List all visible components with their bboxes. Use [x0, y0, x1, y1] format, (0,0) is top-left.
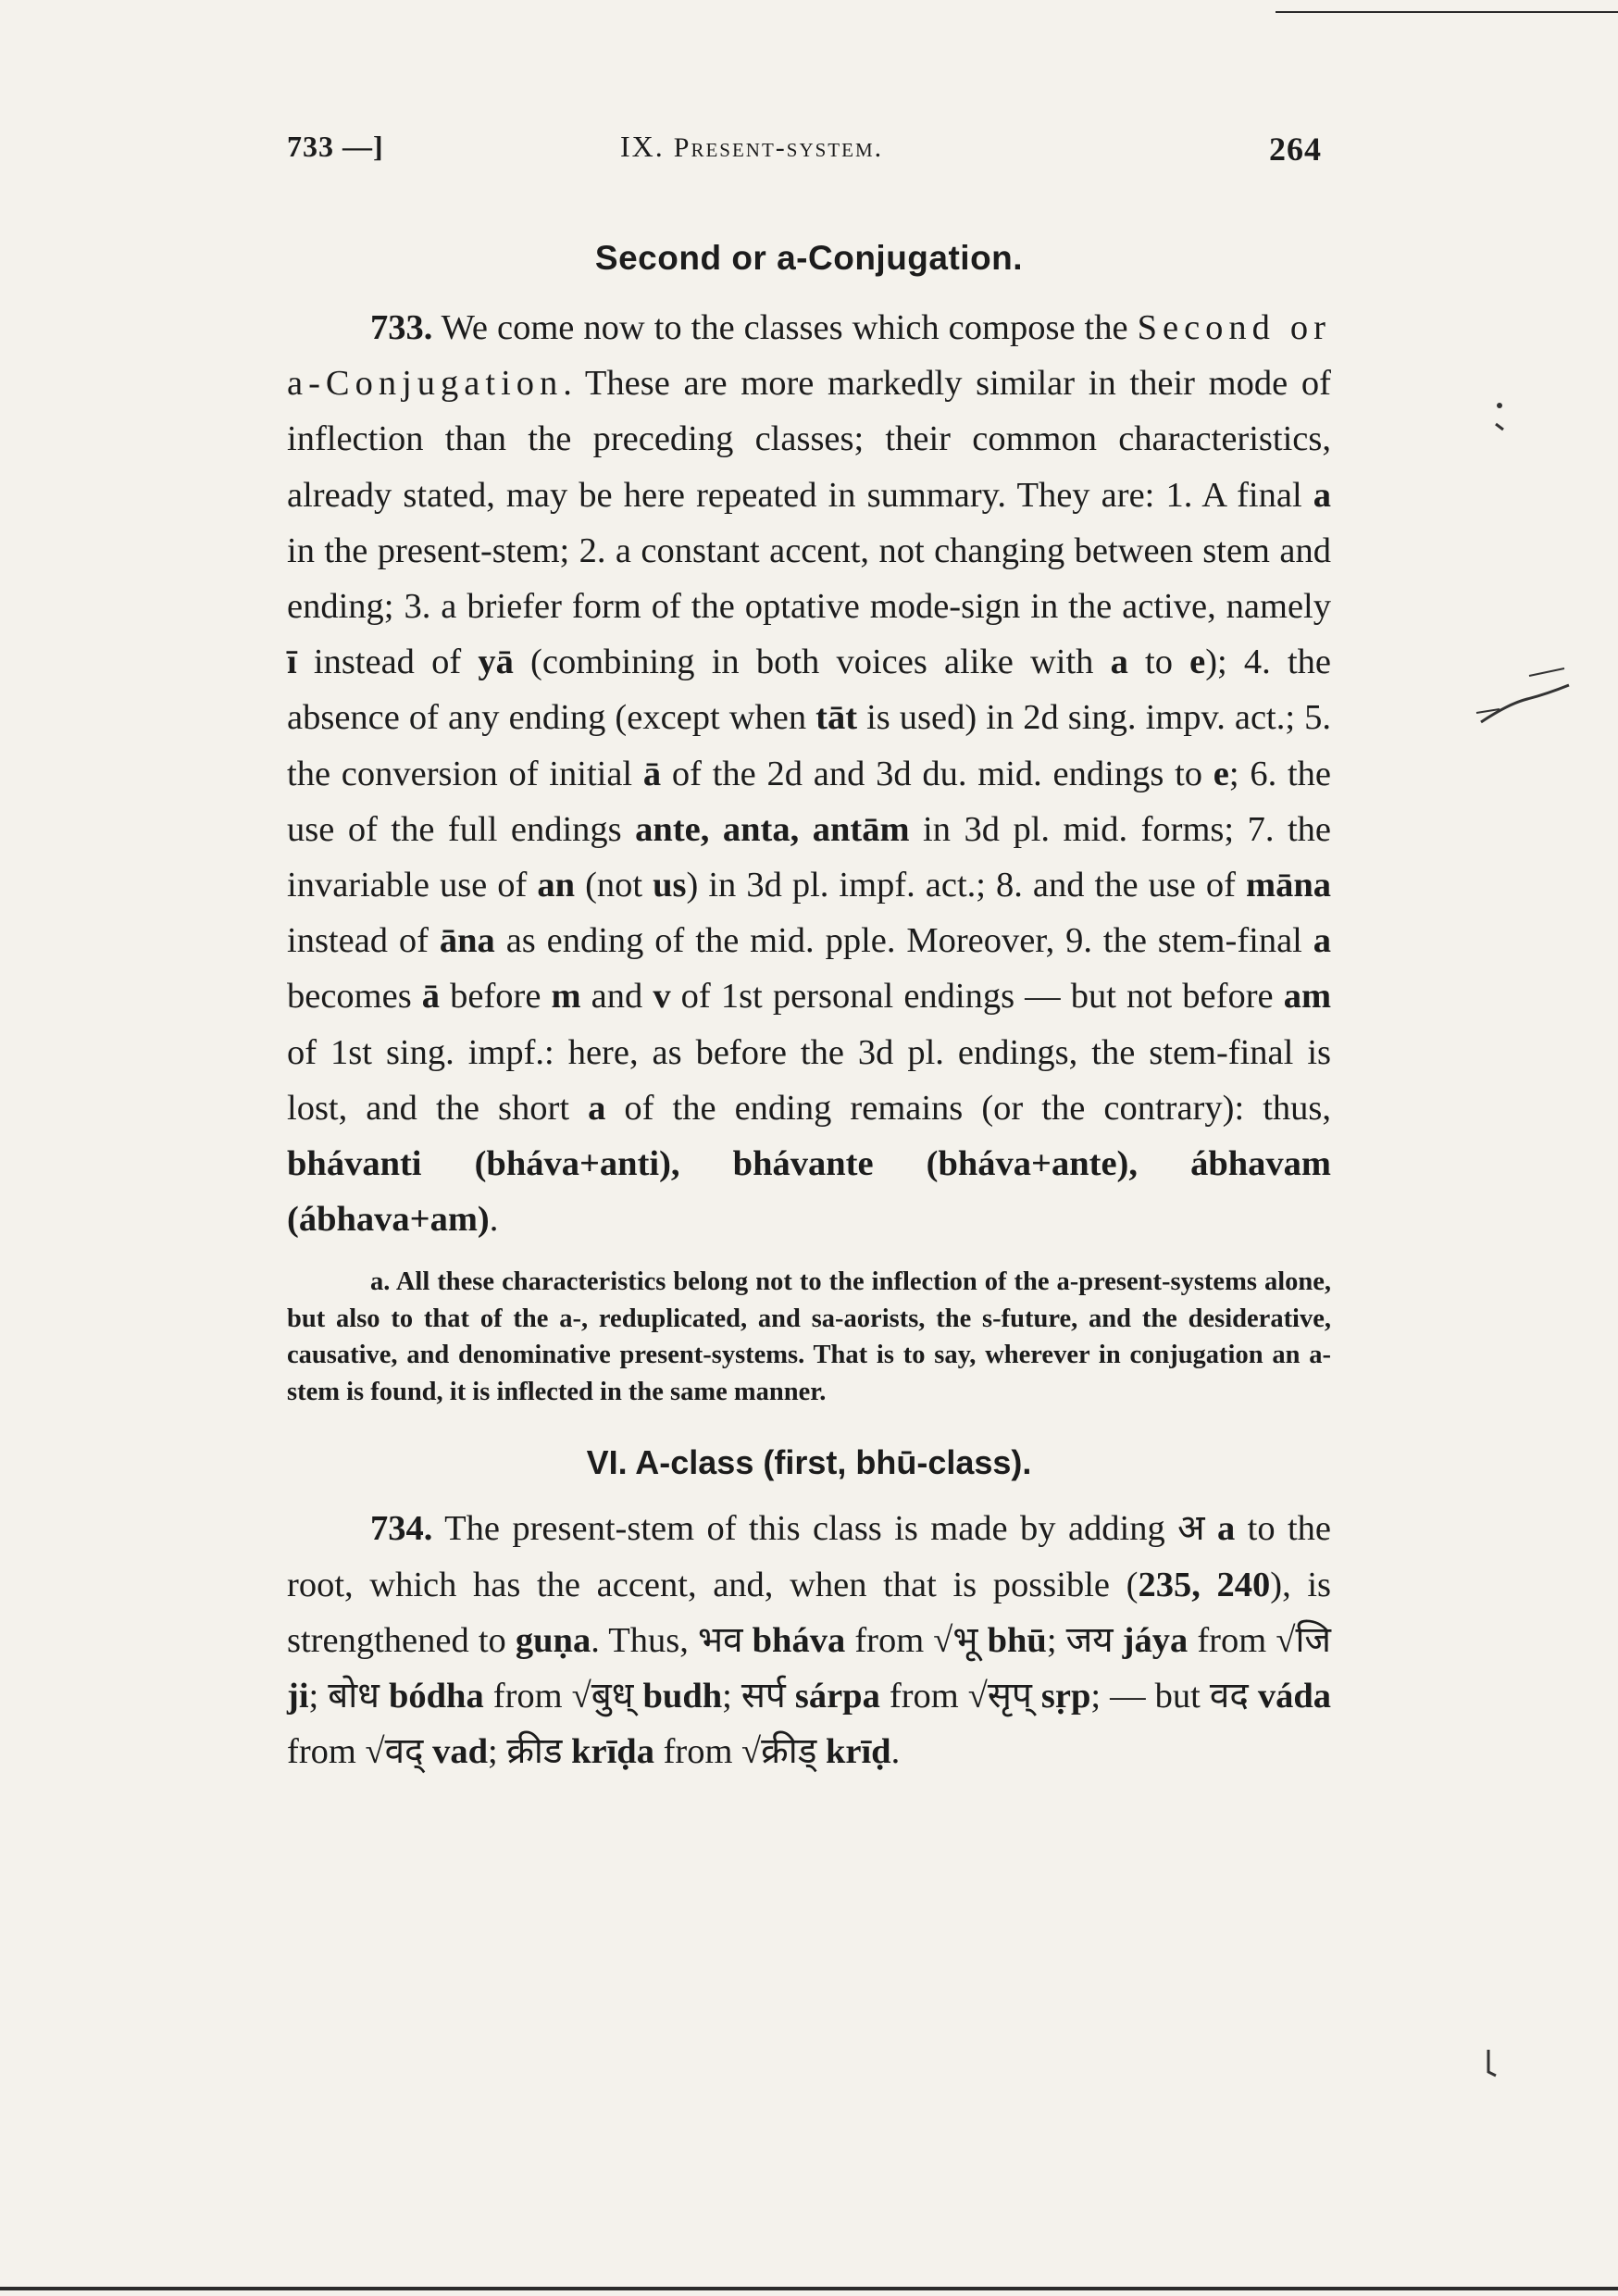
text-run: ) in 3d pl. impf. act.; 8. and the use of	[686, 866, 1246, 905]
sanskrit-term: āna	[439, 921, 495, 961]
text-run: We come now to the classes which compose the	[432, 308, 1138, 347]
text-run: before	[440, 977, 552, 1017]
text-run: ; 6. the use of the full endings	[287, 754, 1331, 849]
running-title	[620, 130, 883, 164]
section-reference: 733 —]	[287, 130, 384, 163]
text-run: becomes	[287, 977, 422, 1017]
sanskrit-term: us	[653, 866, 687, 905]
text-run: of the 2d and 3d du. mid. endings to	[661, 754, 1214, 793]
sanskrit-term: v	[653, 977, 671, 1017]
sanskrit-term: bhū	[977, 1620, 1047, 1660]
sanskrit-term: e	[1213, 754, 1229, 793]
text-run: in the present-stem; 2. a constant accent, not changing between stem and ending; 3. a briefer form of the optative mode-sign in the active, namely	[287, 530, 1331, 627]
text-run: to the root, which has the accent, and, when that is possible (	[287, 1509, 1332, 1604]
running-title-numeral: IX.	[620, 130, 665, 163]
text-run: in 3d pl. mid. forms; 7. the invariable use of	[287, 809, 1331, 905]
text-run: The present-stem of this class is made by adding	[432, 1509, 1178, 1549]
text-run: and	[580, 977, 653, 1017]
note-text: All these characteristics belong not to the inflection of the a-present-systems alone, but also to that of the a-, reduplicated, and sa-aorists, the s-future, and the desiderative, causative, and denominative present-systems. That is to say, wherever in conjugation an a-stem is found, it is inflected in the same manner.	[287, 1267, 1331, 1406]
sanskrit-term: ante, anta, antām	[635, 809, 910, 849]
devanagari-term: वद	[1209, 1677, 1249, 1716]
scan-mark-squiggle	[1472, 648, 1574, 731]
sanskrit-term: guṇa	[515, 1620, 591, 1660]
page-number: 264	[1269, 131, 1322, 168]
sanskrit-term: budh	[633, 1677, 723, 1716]
devanagari-root: √बुध्	[571, 1677, 634, 1716]
text-run: (not	[575, 866, 653, 905]
sanskrit-term: an	[537, 866, 576, 905]
devanagari-term: अ	[1177, 1509, 1205, 1549]
scan-mark-dots	[1492, 398, 1511, 435]
sanskrit-term: krīḍ	[816, 1732, 891, 1772]
section-title: Second or a-Conjugation.	[594, 239, 1024, 277]
sanskrit-term: a	[1313, 475, 1331, 515]
sanskrit-term: ī	[287, 643, 297, 682]
sanskrit-term: a	[588, 1088, 606, 1128]
devanagari-term: बोध	[328, 1677, 380, 1716]
sanskrit-term: krīḍa	[562, 1732, 654, 1772]
sanskrit-term: bódha	[379, 1677, 484, 1716]
devanagari-term: जय	[1065, 1620, 1114, 1660]
note-label: a.	[370, 1267, 391, 1297]
text-run: of 1st sing. impf.: here, as before the 3d pl. endings, the stem-final is lost, and the short	[287, 1032, 1331, 1128]
devanagari-term: क्रीड	[506, 1732, 563, 1772]
paragraph-number: 733.	[370, 308, 433, 347]
text-run: ;	[308, 1677, 329, 1716]
top-edge-rule	[1276, 11, 1618, 13]
sanskrit-term: váda	[1248, 1677, 1331, 1716]
spaced-text: Second or a-Conjugation	[287, 308, 1331, 404]
page-body	[287, 130, 1331, 1779]
note-a	[287, 1264, 1331, 1410]
devanagari-root: √वद्	[365, 1732, 424, 1772]
devanagari-root: √सृप्	[967, 1677, 1032, 1716]
running-title-text: Present-system.	[673, 132, 884, 163]
sanskrit-term: a	[1313, 921, 1331, 961]
sanskrit-term: a	[1204, 1509, 1236, 1549]
text-run: from	[483, 1677, 572, 1716]
sanskrit-term: am	[1283, 977, 1332, 1017]
devanagari-root: √जि	[1276, 1620, 1331, 1660]
text-run: from	[845, 1620, 934, 1660]
text-run: instead of	[296, 643, 479, 682]
text-run: ; — but	[1090, 1677, 1210, 1716]
text-run: ); 4. the absence of any ending (except when	[287, 643, 1332, 738]
sanskrit-term: ā	[642, 754, 662, 793]
sanskrit-term: jáya	[1113, 1620, 1189, 1660]
sanskrit-term: e	[1189, 643, 1206, 682]
text-run: .	[489, 1200, 499, 1240]
devanagari-term: भव	[698, 1620, 743, 1660]
paragraph-733	[287, 300, 1331, 1247]
devanagari-term: सर्प	[741, 1677, 786, 1716]
sanskrit-term: sárpa	[785, 1677, 880, 1716]
sanskrit-term: māna	[1246, 866, 1331, 905]
text-run: of 1st personal endings — but not before	[670, 977, 1284, 1017]
running-header	[287, 130, 1331, 185]
text-run: from	[879, 1677, 968, 1716]
sanskrit-term: sṛp	[1031, 1677, 1091, 1716]
text-run: of the ending remains (or the contrary): thus,	[605, 1088, 1331, 1128]
text-run: ), is strengthened to	[287, 1565, 1332, 1660]
text-run: is used) in 2d sing. impv. act.; 5. the conversion of initial	[287, 698, 1331, 793]
text-run: ;	[488, 1732, 507, 1772]
text-run: . Thus,	[591, 1620, 699, 1660]
sanskrit-term: a	[1110, 643, 1128, 682]
text-run: (combining in both voices alike with	[513, 643, 1111, 682]
text-run: ;	[1046, 1620, 1066, 1660]
text-run: .	[890, 1732, 901, 1772]
paragraph-734	[287, 1501, 1331, 1779]
paragraph-number: 734.	[370, 1509, 433, 1549]
text-run: from	[1188, 1620, 1276, 1660]
text-run: ;	[722, 1677, 741, 1716]
text-run: from	[653, 1732, 742, 1772]
sanskrit-term: ā	[421, 977, 441, 1017]
text-run: as ending of the mid. pple. Moreover, 9. the stem-final	[494, 921, 1313, 961]
sanskrit-term: vad	[423, 1732, 488, 1772]
text-run: to	[1127, 643, 1190, 682]
cross-reference: 235, 240	[1138, 1565, 1271, 1604]
subsection-title: VI. A-class (first, bhū-class).	[586, 1443, 1032, 1482]
sanskrit-example: bhávanti (bháva+anti), bhávante (bháva+ante), ábhavam (ábhava+am)	[287, 1144, 1331, 1240]
bottom-edge-rule	[0, 2287, 1618, 2290]
sanskrit-term: m	[551, 977, 581, 1017]
text-run: instead of	[287, 921, 440, 961]
sanskrit-term: bháva	[742, 1620, 846, 1660]
sanskrit-term: tāt	[815, 698, 858, 738]
scan-mark-tick	[1481, 2046, 1500, 2083]
text-run: . These are more markedly similar in their mode of inflection than the preceding classes; their common characteristics, already stated, may be here repeated in summary. They are: 1. A final	[287, 364, 1331, 515]
devanagari-root: √भू	[933, 1620, 978, 1660]
devanagari-root: √क्रीड्	[741, 1732, 817, 1772]
sanskrit-term: yā	[478, 643, 514, 682]
text-run: from	[287, 1732, 366, 1772]
sanskrit-term: ji	[287, 1677, 309, 1716]
